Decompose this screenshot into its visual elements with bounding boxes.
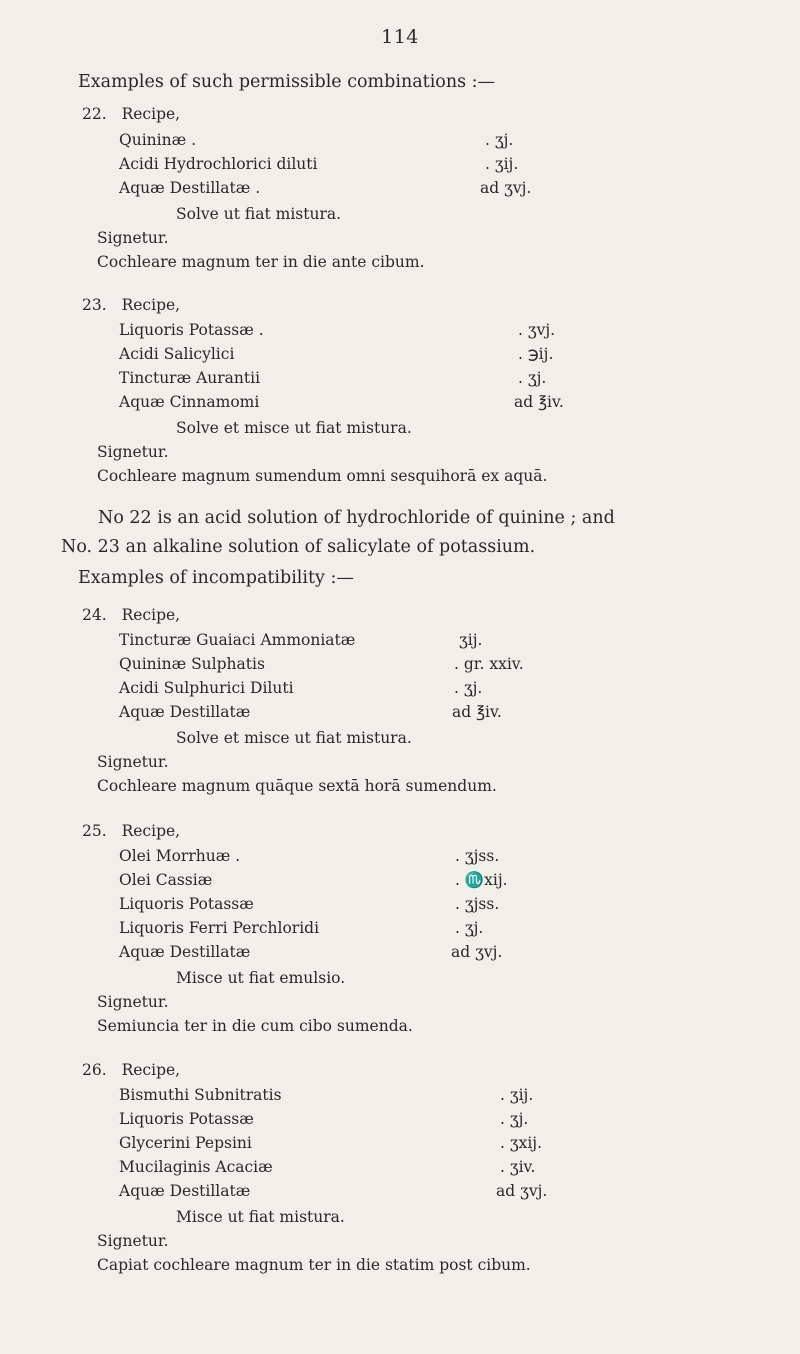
recipe-label: Recipe, <box>121 822 181 840</box>
recipe-label: Recipe, <box>121 1061 181 1079</box>
ingredient-name: Aquæ Destillatæ <box>119 703 251 721</box>
rx-number: 25. <box>82 822 107 840</box>
ingredient-qty: . ʒj. <box>485 131 514 149</box>
ingredient-name: Aquæ Destillatæ . <box>119 179 261 197</box>
ingredient-qty: . ʒj. <box>518 369 547 387</box>
comment-line-2: No. 23 an alkaline solution of salicylate of potassium. <box>61 537 536 557</box>
ingredient-name: Liquoris Potassæ . <box>119 321 264 339</box>
ingredient-name: Acidi Sulphurici Diluti <box>119 679 294 697</box>
signetur-label: Signetur. <box>97 993 169 1011</box>
ingredient-qty: ad ʒvj. <box>451 943 503 961</box>
ingredient-name: Quininæ Sulphatis <box>119 655 265 673</box>
ingredient-qty: . ʒjss. <box>455 895 500 913</box>
rx-number: 26. <box>82 1061 107 1079</box>
rx-number: 23. <box>82 296 107 314</box>
ingredient-qty: . ʒj. <box>455 919 484 937</box>
ingredient-name: Bismuthi Subnitratis <box>119 1086 282 1104</box>
recipe-label: Recipe, <box>121 606 181 624</box>
rx-number: 22. <box>82 105 107 123</box>
signetur-label: Signetur. <box>97 1232 169 1250</box>
ingredient-name: Olei Cassiæ <box>119 871 213 889</box>
recipe-label: Recipe, <box>121 296 181 314</box>
ingredient-qty: . ʒj. <box>454 679 483 697</box>
ingredient-name: Acidi Hydrochlorici diluti <box>119 155 318 173</box>
direction: Capiat cochleare magnum ter in die statim post cibum. <box>97 1256 531 1274</box>
ingredient-name: Glycerini Pepsini <box>119 1134 252 1152</box>
ingredient-qty: . ʒxij. <box>500 1134 543 1152</box>
direction: Cochleare magnum ter in die ante cibum. <box>97 253 425 271</box>
ingredient-name: Olei Morrhuæ . <box>119 847 241 865</box>
ingredient-name: Tincturæ Aurantii <box>119 369 261 387</box>
ingredient-name: Liquoris Ferri Perchloridi <box>119 919 320 937</box>
ingredient-qty: ad ʒvj. <box>496 1182 548 1200</box>
direction: Cochleare magnum quāque sextā horā sumendum. <box>97 777 497 795</box>
comment-line-1: No 22 is an acid solution of hydrochloride of quinine ; and <box>98 508 615 528</box>
ingredient-qty: ad ʒvj. <box>480 179 532 197</box>
ingredient-name: Liquoris Potassæ <box>119 895 254 913</box>
signetur-label: Signetur. <box>97 229 169 247</box>
signetur-label: Signetur. <box>97 753 169 771</box>
ingredient-qty: . ♏xij. <box>455 871 508 889</box>
page-number: 114 <box>381 26 419 48</box>
ingredient-qty: . ʒvj. <box>518 321 556 339</box>
ingredient-name: Liquoris Potassæ <box>119 1110 254 1128</box>
ingredient-qty: . ℈ij. <box>518 345 554 363</box>
instruction: Misce ut fiat emulsio. <box>176 969 346 987</box>
rx-number: 24. <box>82 606 107 624</box>
instruction: Solve et misce ut fiat mistura. <box>176 419 412 437</box>
instruction: Solve ut fiat mistura. <box>176 205 342 223</box>
ingredient-qty: ad ℥iv. <box>514 393 564 411</box>
direction: Semiuncia ter in die cum cibo sumenda. <box>97 1017 413 1035</box>
ingredient-name: Aquæ Cinnamomi <box>119 393 260 411</box>
ingredient-name: Mucilaginis Acaciæ <box>119 1158 273 1176</box>
ingredient-qty: . ʒiv. <box>500 1158 536 1176</box>
ingredient-name: Aquæ Destillatæ <box>119 1182 251 1200</box>
signetur-label: Signetur. <box>97 443 169 461</box>
instruction: Solve et misce ut fiat mistura. <box>176 729 412 747</box>
ingredient-qty: . ʒij. <box>485 155 519 173</box>
ingredient-name: Aquæ Destillatæ <box>119 943 251 961</box>
ingredient-name: Acidi Salicylici <box>119 345 235 363</box>
ingredient-name: Quininæ . <box>119 131 196 149</box>
ingredient-name: Tincturæ Guaiaci Ammoniatæ <box>119 631 356 649</box>
ingredient-qty: . gr. xxiv. <box>454 655 524 673</box>
intro-incompatible: Examples of incompatibility :— <box>78 568 354 588</box>
ingredient-qty: . ʒj. <box>500 1110 529 1128</box>
intro-permissible: Examples of such permissible combinations :— <box>78 72 496 92</box>
instruction: Misce ut fiat mistura. <box>176 1208 345 1226</box>
ingredient-qty: . ʒjss. <box>455 847 500 865</box>
ingredient-qty: . ʒij. <box>500 1086 534 1104</box>
recipe-label: Recipe, <box>121 105 181 123</box>
ingredient-qty: ʒij. <box>459 631 483 649</box>
direction: Cochleare magnum sumendum omni sesquihorā ex aquā. <box>97 467 548 485</box>
ingredient-qty: ad ℥iv. <box>452 703 502 721</box>
